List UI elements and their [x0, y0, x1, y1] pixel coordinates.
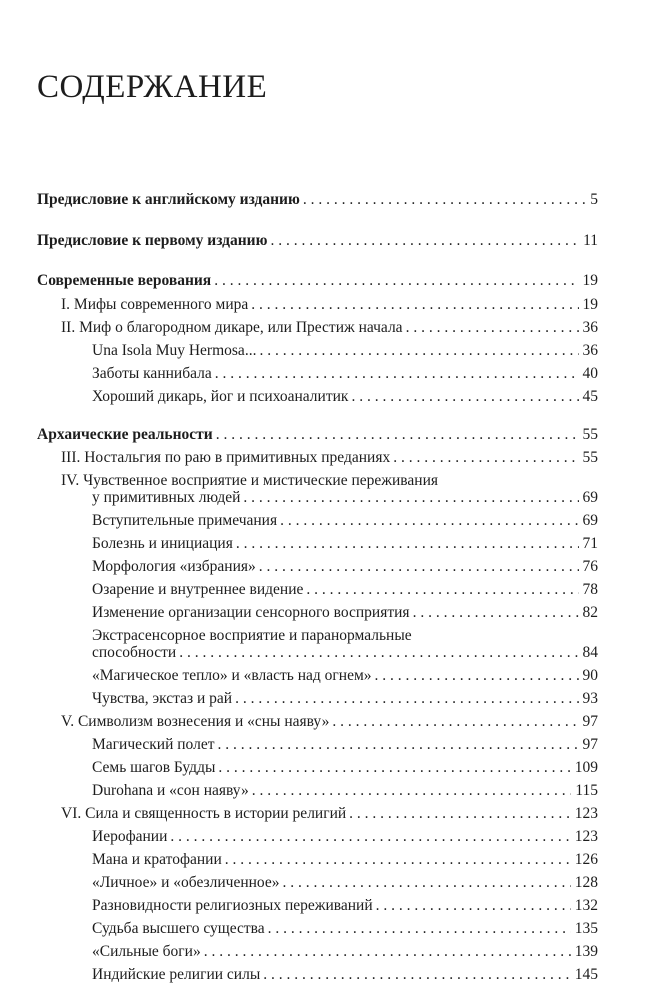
- leader-dots: [214, 271, 578, 291]
- toc-entry: [92, 666, 598, 686]
- toc-entry: [92, 387, 598, 407]
- toc-entry: [37, 271, 598, 291]
- toc-entry-label: Семь шагов Будды: [92, 759, 216, 776]
- leader-dots: [376, 896, 571, 916]
- toc-entry-page: 69: [582, 489, 598, 506]
- leader-dots: [235, 689, 578, 709]
- toc-entry-label: I. Мифы современного мира: [61, 296, 249, 313]
- leader-dots: [263, 965, 571, 985]
- toc-entry: [92, 341, 598, 361]
- leader-dots: [259, 557, 579, 577]
- toc-entry-page: 19: [582, 272, 598, 289]
- leader-dots: [280, 511, 578, 531]
- toc-entry-page: 109: [574, 759, 598, 776]
- toc-entry-page: 55: [582, 449, 598, 466]
- leader-dots: [251, 295, 578, 315]
- toc-entry: [61, 295, 598, 315]
- toc-entry-label: Индийские религии силы: [92, 966, 261, 983]
- leader-dots: [268, 919, 571, 939]
- toc-entry-page: 97: [582, 713, 598, 730]
- toc-entry: [92, 965, 598, 985]
- leader-dots: [252, 781, 572, 801]
- toc-entry: [92, 557, 598, 577]
- toc-entry: [61, 318, 598, 338]
- leader-dots: [243, 488, 578, 508]
- toc-entry-label: Изменение организации сенсорного восприятия: [92, 604, 410, 621]
- toc-entry-page: 55: [582, 426, 598, 443]
- leader-dots: [306, 580, 578, 600]
- toc-entry-label: Чувства, экстаз и рай: [92, 690, 233, 707]
- toc-entry-label: Разновидности религиозных переживаний: [92, 897, 373, 914]
- toc-entry-page: 69: [582, 512, 598, 529]
- toc-entry-page: 126: [574, 851, 598, 868]
- toc-entry-page: 11: [583, 232, 598, 249]
- toc-entry-label: Современные верования: [37, 272, 212, 289]
- toc-entry: [92, 758, 598, 778]
- toc-entry: [92, 488, 598, 508]
- toc-entry-label: Морфология «избрания»: [92, 558, 256, 575]
- leader-dots: [225, 850, 571, 870]
- toc-entry: [92, 689, 598, 709]
- toc-entry-page: 19: [582, 296, 598, 313]
- toc-entry-label-line1: IV. Чувственное восприятие и мистические переживания: [61, 472, 438, 489]
- toc-entry-label: «Сильные боги»: [92, 943, 201, 960]
- toc-entry-page: 82: [582, 604, 598, 621]
- page-title: СОДЕРЖАНИЕ: [37, 69, 268, 105]
- toc-entry-page: 123: [574, 828, 598, 845]
- toc-entry: [92, 896, 598, 916]
- leader-dots: [217, 735, 578, 755]
- toc-entry-label: Мана и кратофании: [92, 851, 222, 868]
- toc-entry-page: 84: [582, 644, 598, 661]
- toc-entry-label: Una Isola Muy Hermosa...: [92, 342, 257, 359]
- leader-dots: [332, 712, 578, 732]
- leader-dots: [170, 827, 570, 847]
- toc-entry: [37, 231, 598, 251]
- toc-entry-page: 123: [574, 805, 598, 822]
- leader-dots: [259, 341, 578, 361]
- toc-entry: [92, 735, 598, 755]
- toc-entry-page: 5: [590, 191, 598, 208]
- toc-entry: [37, 190, 598, 210]
- leader-dots: [303, 190, 586, 210]
- leader-dots: [351, 387, 578, 407]
- toc-entry-label: способности: [92, 644, 177, 661]
- toc-entry-page: 139: [574, 943, 598, 960]
- toc-entry-page: 97: [582, 736, 598, 753]
- toc-entry-page: 93: [582, 690, 598, 707]
- toc-entry-label: V. Символизм вознесения и «сны наяву»: [61, 713, 330, 730]
- toc-entry: [92, 643, 598, 663]
- leader-dots: [393, 448, 578, 468]
- leader-dots: [236, 534, 579, 554]
- leader-dots: [349, 804, 571, 824]
- leader-dots: [179, 643, 578, 663]
- toc-entry-label: Иерофании: [92, 828, 168, 845]
- toc-entry-page: 76: [582, 558, 598, 575]
- toc-entry-label: Судьба высшего существа: [92, 920, 265, 937]
- leader-dots: [413, 603, 579, 623]
- toc-entry-label: «Магическое тепло» и «власть над огнем»: [92, 667, 372, 684]
- toc-entry: [61, 448, 598, 468]
- toc-entry-page: 115: [575, 782, 598, 799]
- leader-dots: [375, 666, 579, 686]
- toc-entry-page: 45: [582, 388, 598, 405]
- toc-entry: [37, 425, 598, 445]
- toc-entry-page: 135: [574, 920, 598, 937]
- toc-entry-label: Вступительные примечания: [92, 512, 278, 529]
- toc-entry-label: Хороший дикарь, йог и психоаналитик: [92, 388, 349, 405]
- leader-dots: [216, 425, 579, 445]
- toc-entry-page: 71: [582, 535, 598, 552]
- toc-entry-label: «Личное» и «обезличенное»: [92, 874, 280, 891]
- toc-entry-label: III. Ностальгия по раю в примитивных преданиях: [61, 449, 391, 466]
- toc-entry-page: 78: [582, 581, 598, 598]
- toc-entry-label: Болезнь и инициация: [92, 535, 233, 552]
- toc-entry-label: Предисловие к английскому изданию: [37, 191, 300, 208]
- toc-entry-page: 36: [582, 319, 598, 336]
- toc-entry-page: 36: [582, 342, 598, 359]
- toc-entry-label: Предисловие к первому изданию: [37, 232, 268, 249]
- toc-entry: [92, 364, 598, 384]
- toc-entry: [92, 942, 598, 962]
- toc-entry: [61, 804, 598, 824]
- toc-entry-page: 90: [582, 667, 598, 684]
- toc-entry-page: 128: [574, 874, 598, 891]
- toc-entry: [92, 534, 598, 554]
- toc-entry: [92, 603, 598, 623]
- toc-entry: [92, 873, 598, 893]
- toc-entry: [61, 712, 598, 732]
- toc-entry-page: 40: [582, 365, 598, 382]
- leader-dots: [218, 758, 570, 778]
- toc-entry-label: Архаические реальности: [37, 426, 213, 443]
- leader-dots: [270, 231, 579, 251]
- toc-entry: [92, 919, 598, 939]
- toc-entry: [92, 850, 598, 870]
- leader-dots: [204, 942, 571, 962]
- toc-entry-label: Магический полет: [92, 736, 215, 753]
- toc-entry: [92, 781, 598, 801]
- toc-entry-label-line1: Экстрасенсорное восприятие и паранормальные: [92, 627, 412, 644]
- leader-dots: [215, 364, 579, 384]
- leader-dots: [283, 873, 571, 893]
- toc-entry-label: VI. Сила и священность в истории религий: [61, 805, 347, 822]
- leader-dots: [406, 318, 579, 338]
- toc-entry-label: у примитивных людей: [92, 489, 241, 506]
- toc-entry: [92, 511, 598, 531]
- toc-entry-label: II. Миф о благородном дикаре, или Престиж начала: [61, 319, 403, 336]
- toc-entry: [92, 827, 598, 847]
- toc-entry: [92, 580, 598, 600]
- toc-entry-label: Заботы каннибала: [92, 365, 212, 382]
- toc-entry-page: 132: [574, 897, 598, 914]
- toc-entry-label: Durohana и «сон наяву»: [92, 782, 249, 799]
- toc-entry-label: Озарение и внутреннее видение: [92, 581, 304, 598]
- toc-entry-page: 145: [574, 966, 598, 983]
